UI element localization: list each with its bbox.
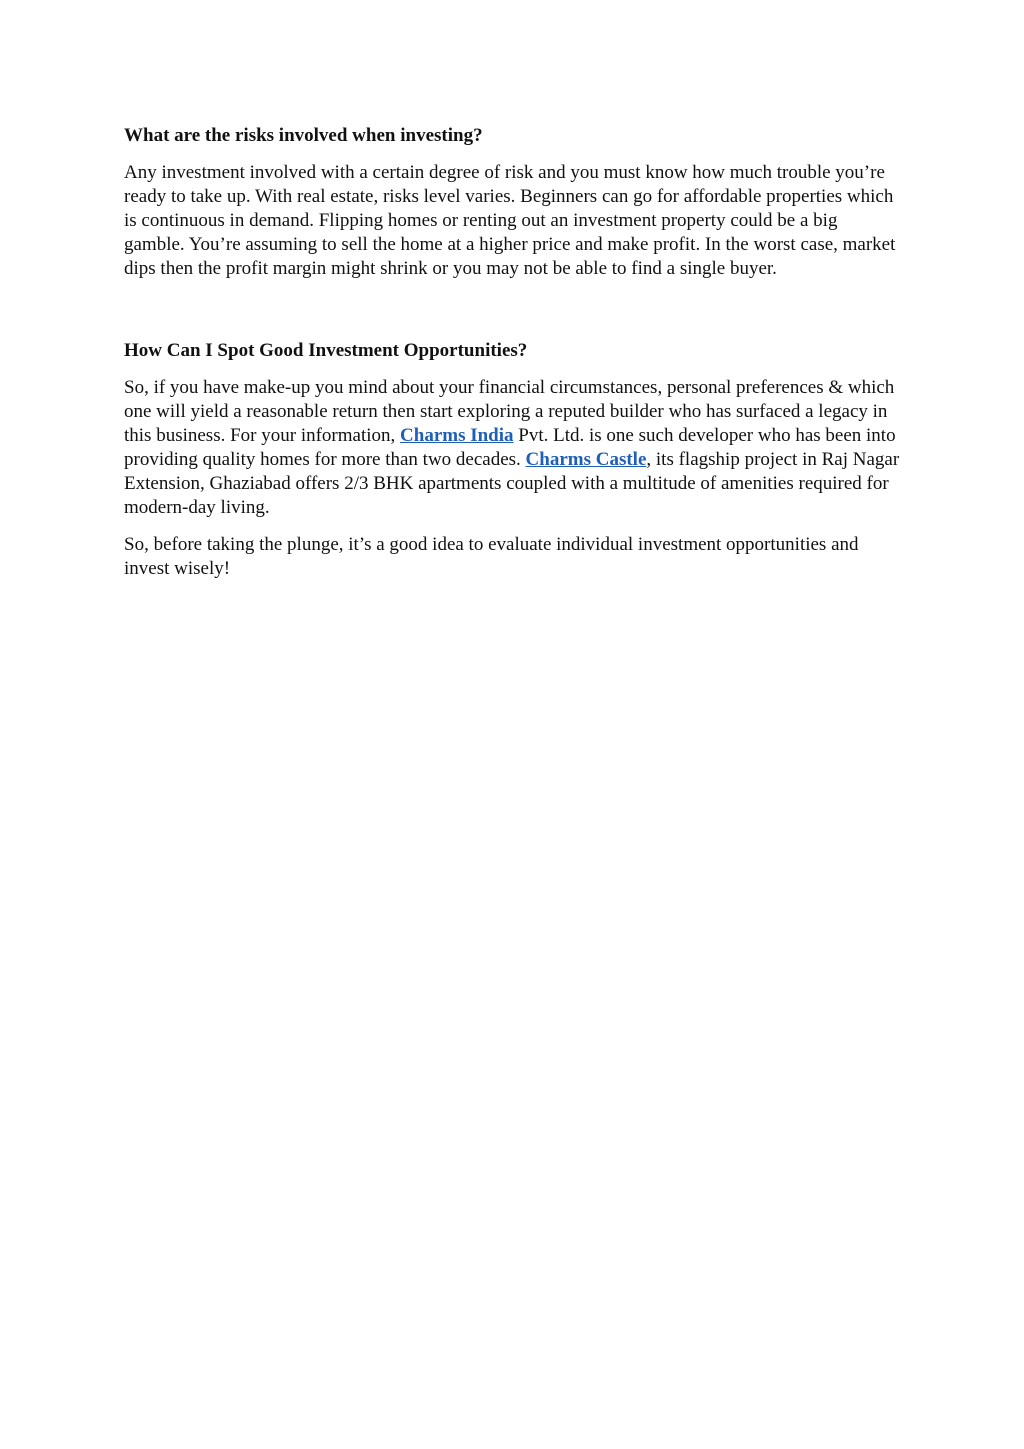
risks-heading: What are the risks involved when investing? <box>124 125 483 146</box>
paragraph-text-part: Pvt. Ltd. is one such developer who has been into providing quality homes for more than two decades. <box>124 425 896 470</box>
opportunities-paragraph <box>124 376 902 520</box>
paragraph-text-part: , its flagship project in Raj Nagar Extension, Ghaziabad offers 2/3 BHK apartments coupled with a multitude of amenities required for modern-day living. <box>124 449 900 518</box>
conclusion-paragraph: So, before taking the plunge, it’s a good idea to evaluate individual investment opportunities and invest wisely! <box>124 534 859 579</box>
opportunities-heading: How Can I Spot Good Investment Opportunities? <box>124 340 528 361</box>
paragraph-text-part: So, if you have make-up you mind about your financial circumstances, personal preferences & which one will yield a reasonable return then start exploring a reputed builder who has surfaced a legacy in this business. For your information, <box>124 377 895 446</box>
charms-castle-link[interactable]: Charms Castle <box>525 449 647 470</box>
charms-india-link[interactable]: Charms India <box>400 425 514 446</box>
document-page <box>124 124 902 594</box>
section-spacer <box>124 294 902 339</box>
risks-paragraph: Any investment involved with a certain degree of risk and you must know how much trouble you’re ready to take up. With real estate, risks level varies. Beginners can go for affordable properties which is continuous in demand. Flipping homes or renting out an investment property could be a big gamble. You’re assuming to sell the home at a higher price and make profit. In the worst case, market dips then the profit margin might shrink or you may not be able to find a single buyer. <box>124 162 896 279</box>
